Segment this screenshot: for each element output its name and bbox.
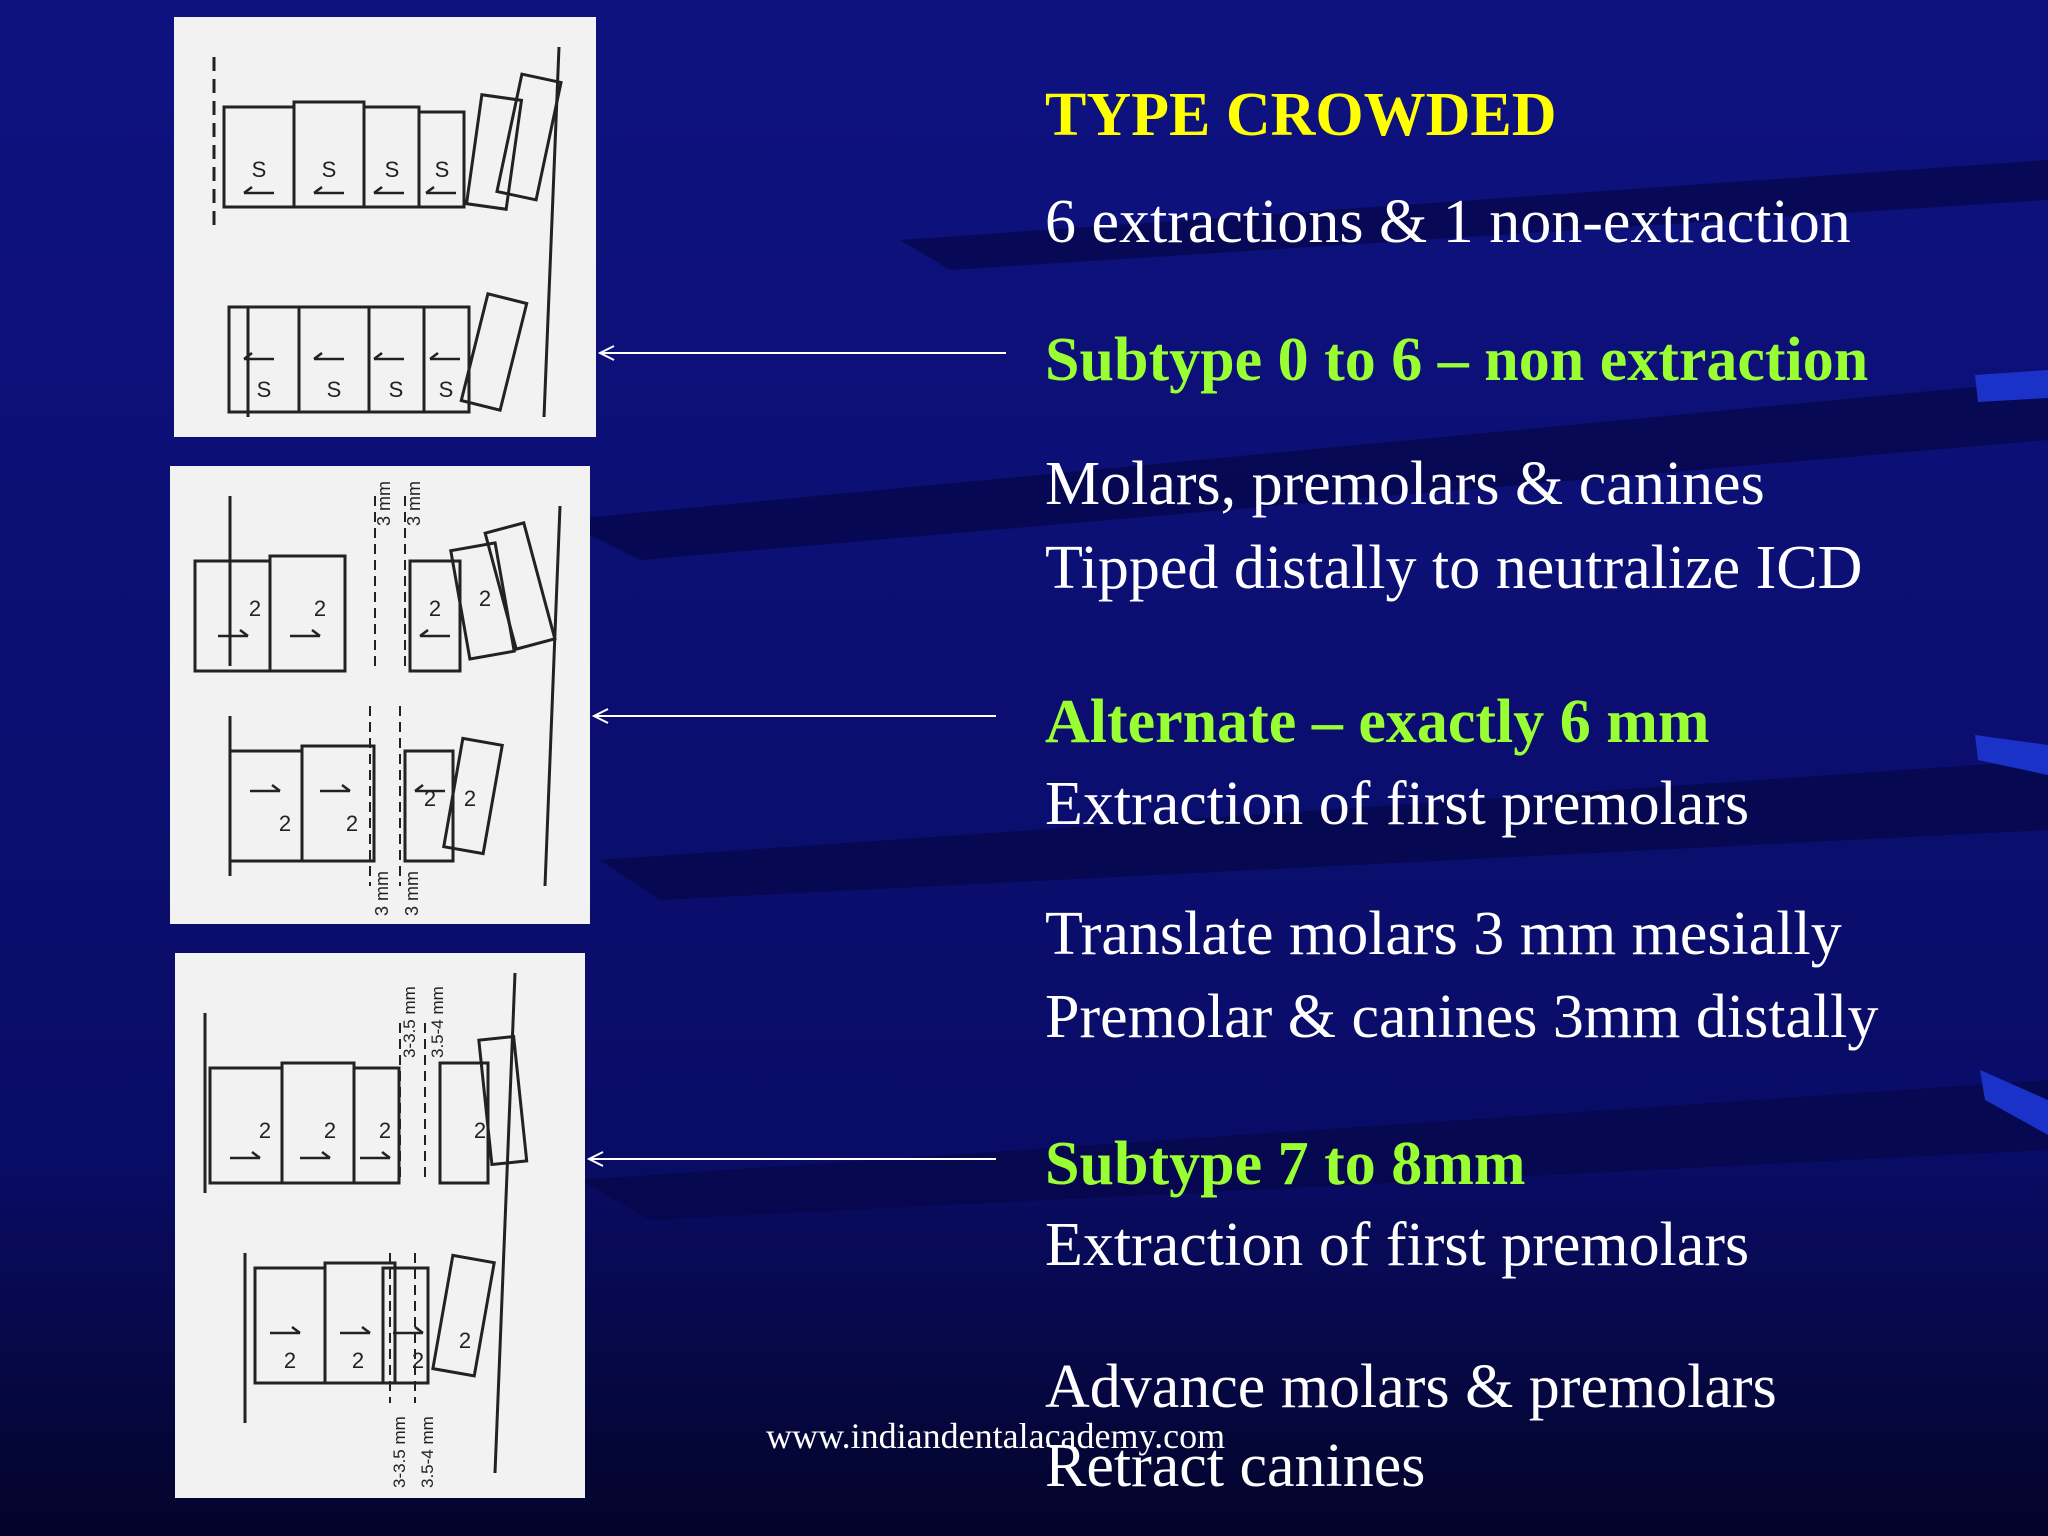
measure-label: 3-3.5 mm xyxy=(390,1416,409,1488)
measure-label: 3-3.5 mm xyxy=(400,986,419,1058)
tooth-label: S xyxy=(321,157,337,182)
tooth-label: 2 xyxy=(378,1118,392,1143)
slide-title: TYPE CROWDED xyxy=(1045,81,1557,149)
section-line: Advance molars & premolars xyxy=(1045,1353,1777,1421)
measure-label: 3 mm xyxy=(372,871,392,916)
section-line: Translate molars 3 mm mesially xyxy=(1045,900,1842,968)
tooth-label: S xyxy=(251,157,267,182)
section-heading-subtype-7-8: Subtype 7 to 8mm xyxy=(1045,1130,1526,1198)
tooth-label: 2 xyxy=(351,1348,365,1373)
intro-text: 6 extractions & 1 non-extraction xyxy=(1045,188,1851,256)
tooth-label: 2 xyxy=(458,1328,472,1353)
section-line: Molars, premolars & canines xyxy=(1045,450,1765,518)
section-heading-alternate: Alternate – exactly 6 mm xyxy=(1045,688,1710,756)
tooth-label: S xyxy=(384,157,400,182)
diagram-panel-alternate-6mm xyxy=(170,466,590,924)
tooth-label: S xyxy=(438,377,454,402)
tooth-label: 2 xyxy=(478,586,492,611)
tooth-label: 2 xyxy=(313,596,327,621)
section-line: Retract canines xyxy=(1045,1432,1426,1500)
section-line: Extraction of first premolars xyxy=(1045,770,1750,838)
measure-label: 3.5-4 mm xyxy=(418,1416,437,1488)
tooth-label: S xyxy=(388,377,404,402)
measure-label: 3.5-4 mm xyxy=(428,986,447,1058)
tooth-label: 2 xyxy=(248,596,262,621)
measure-label: 3 mm xyxy=(374,481,394,526)
section-line: Tipped distally to neutralize ICD xyxy=(1045,534,1863,602)
tooth-label: 2 xyxy=(345,811,359,836)
tooth-label: S xyxy=(256,377,272,402)
section-heading-subtype-0-6: Subtype 0 to 6 – non extraction xyxy=(1045,326,1869,394)
tooth-label: S xyxy=(434,157,450,182)
watermark-url: www.indiandentalacademy.com xyxy=(766,1416,1226,1456)
diagram-panel-subtype-0-6 xyxy=(174,17,596,437)
section-line: Extraction of first premolars xyxy=(1045,1211,1750,1279)
pointer-arrow-2 xyxy=(590,706,998,726)
tooth-label: S xyxy=(326,377,342,402)
measure-label: 3 mm xyxy=(402,871,422,916)
tooth-label: 2 xyxy=(258,1118,272,1143)
measure-label: 3 mm xyxy=(404,481,424,526)
tooth-label: 2 xyxy=(278,811,292,836)
tooth-label: 2 xyxy=(283,1348,297,1373)
tooth-label: 2 xyxy=(423,786,437,811)
tooth-label: 2 xyxy=(411,1348,425,1373)
diagram-panel-subtype-7-8 xyxy=(175,953,585,1498)
tooth-label: 2 xyxy=(473,1118,487,1143)
tooth-label: 2 xyxy=(428,596,442,621)
tooth-label: 2 xyxy=(323,1118,337,1143)
pointer-arrow-1 xyxy=(596,343,1008,363)
tooth-label: 2 xyxy=(463,786,477,811)
section-line: Premolar & canines 3mm distally xyxy=(1045,983,1879,1051)
pointer-arrow-3 xyxy=(585,1149,998,1169)
